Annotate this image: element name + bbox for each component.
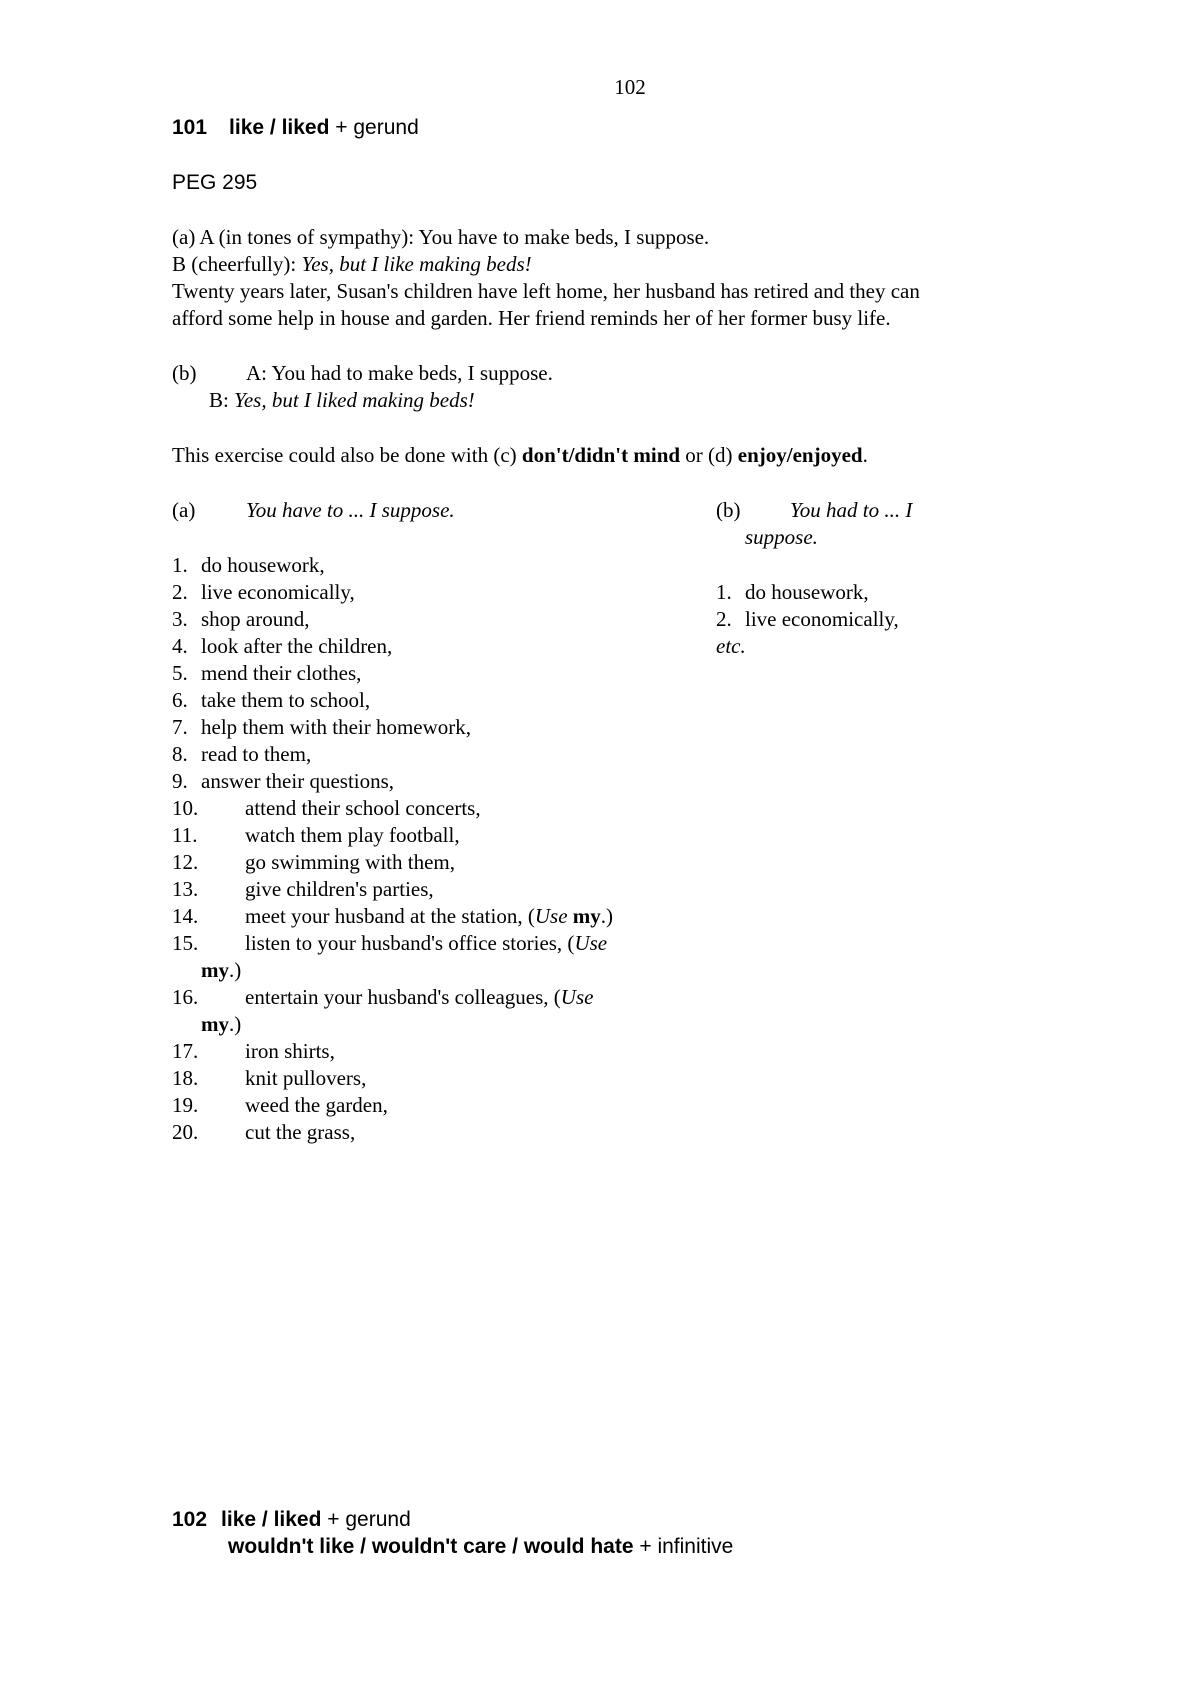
exercise-title: like / liked bbox=[229, 116, 330, 139]
exercise-101-heading bbox=[172, 114, 419, 141]
column-a-label: (a) bbox=[172, 498, 196, 522]
speaker-b-reply: Yes, but I liked making beds! bbox=[234, 388, 475, 412]
note-text: or (d) bbox=[680, 443, 738, 467]
list-item bbox=[172, 1038, 335, 1065]
use-hint: Use bbox=[560, 985, 594, 1009]
list-item bbox=[172, 876, 434, 903]
item-number: 1. bbox=[716, 580, 732, 604]
list-item-continuation bbox=[172, 1011, 241, 1038]
list-item bbox=[172, 930, 607, 957]
exercise-subtitle: wouldn't like / wouldn't care / would hate bbox=[228, 1535, 634, 1558]
item-number: 11. bbox=[172, 823, 198, 847]
list-item bbox=[172, 714, 471, 741]
item-number: 2. bbox=[172, 580, 188, 604]
item-text: take them to school, bbox=[201, 688, 371, 712]
item-text: entertain your husband's colleagues, ( bbox=[245, 985, 561, 1009]
list-item bbox=[172, 660, 361, 687]
item-number: 12. bbox=[172, 850, 199, 874]
speaker-b-reply: Yes, but I like making beds! bbox=[301, 252, 532, 276]
item-number: 4. bbox=[172, 634, 188, 658]
item-text: iron shirts, bbox=[245, 1039, 335, 1063]
item-text-end: .) bbox=[600, 904, 614, 928]
item-number: 8. bbox=[172, 742, 188, 766]
item-number: 3. bbox=[172, 607, 188, 631]
item-text: give children's parties, bbox=[245, 877, 434, 901]
item-text: shop around, bbox=[201, 607, 310, 631]
note-term-d: enjoy/enjoyed bbox=[737, 443, 863, 467]
peg-reference: PEG 295 bbox=[172, 171, 258, 194]
item-number: 6. bbox=[172, 688, 188, 712]
exercise-title: like / liked bbox=[221, 1508, 322, 1531]
exercise-title-suffix: + gerund bbox=[329, 116, 419, 139]
exercise-number: 101 bbox=[172, 116, 208, 139]
item-number: 15. bbox=[172, 931, 199, 955]
item-text: look after the children, bbox=[201, 634, 393, 658]
item-text: listen to your husband's office stories, ( bbox=[245, 931, 575, 955]
item-text: knit pullovers, bbox=[245, 1066, 367, 1090]
item-text: do housework, bbox=[745, 580, 869, 604]
use-hint: Use bbox=[574, 931, 608, 955]
item-number: 18. bbox=[172, 1066, 199, 1090]
item-text-end: .) bbox=[229, 1012, 242, 1036]
list-item bbox=[716, 579, 869, 606]
item-number: 13. bbox=[172, 877, 199, 901]
list-item bbox=[172, 741, 311, 768]
item-text: cut the grass, bbox=[245, 1120, 356, 1144]
note-term-c: don't/didn't mind bbox=[521, 443, 681, 467]
list-item bbox=[172, 903, 613, 930]
list-item bbox=[172, 1092, 388, 1119]
item-text: meet your husband at the station, ( bbox=[245, 904, 535, 928]
item-number: 14. bbox=[172, 904, 199, 928]
item-number: 16. bbox=[172, 985, 199, 1009]
item-number: 10. bbox=[172, 796, 199, 820]
speaker-b-label: B (cheerfully): bbox=[172, 252, 302, 276]
list-item bbox=[172, 768, 394, 795]
context-paragraph-line-1: Twenty years later, Susan's children have left home, her husband has retired and they can bbox=[172, 279, 920, 303]
item-text: answer their questions, bbox=[201, 769, 395, 793]
item-text: read to them, bbox=[201, 742, 312, 766]
column-b-prompt-line-2: suppose. bbox=[745, 525, 818, 549]
example-a-line-1: (a) A (in tones of sympathy): You have to make beds, I suppose. bbox=[172, 225, 710, 249]
column-b-label: (b) bbox=[716, 498, 741, 522]
item-text-end: .) bbox=[229, 958, 242, 982]
item-number: 1. bbox=[172, 553, 188, 577]
use-hint-word: my bbox=[201, 958, 229, 982]
page-number: 102 bbox=[614, 75, 646, 99]
example-b-label: (b) bbox=[172, 361, 197, 385]
item-number: 9. bbox=[172, 769, 188, 793]
item-text: help them with their homework, bbox=[201, 715, 472, 739]
note-text: This exercise could also be done with (c) bbox=[172, 443, 522, 467]
item-text: do housework, bbox=[201, 553, 325, 577]
note-text: . bbox=[862, 443, 868, 467]
list-item bbox=[172, 606, 310, 633]
list-item bbox=[172, 1119, 355, 1146]
list-item bbox=[172, 984, 593, 1011]
item-number: 20. bbox=[172, 1120, 199, 1144]
list-item-continuation bbox=[172, 957, 241, 984]
use-hint-word: my bbox=[567, 904, 601, 928]
list-item bbox=[172, 1065, 366, 1092]
list-item bbox=[172, 552, 325, 579]
etc-label: etc. bbox=[716, 634, 746, 658]
list-item bbox=[172, 849, 455, 876]
use-hint-word: my bbox=[201, 1012, 229, 1036]
item-number: 7. bbox=[172, 715, 188, 739]
exercise-number: 102 bbox=[172, 1508, 208, 1531]
use-hint: Use bbox=[534, 904, 568, 928]
exercise-subtitle-suffix: + infinitive bbox=[633, 1535, 734, 1558]
example-b-line-2 bbox=[209, 387, 475, 414]
item-text: live economically, bbox=[745, 607, 899, 631]
item-text: mend their clothes, bbox=[201, 661, 362, 685]
exercise-102-heading bbox=[172, 1506, 411, 1533]
item-number: 2. bbox=[716, 607, 732, 631]
item-text: attend their school concerts, bbox=[245, 796, 481, 820]
item-number: 19. bbox=[172, 1093, 199, 1117]
context-paragraph-line-2: afford some help in house and garden. Her friend reminds her of her former busy life. bbox=[172, 306, 891, 330]
exercise-title-suffix: + gerund bbox=[321, 1508, 411, 1531]
item-number: 5. bbox=[172, 661, 188, 685]
item-number: 17. bbox=[172, 1039, 199, 1063]
list-item bbox=[716, 606, 899, 633]
example-b-line-1: A: You had to make beds, I suppose. bbox=[246, 361, 553, 385]
list-item bbox=[172, 633, 392, 660]
example-a-line-2 bbox=[172, 251, 532, 278]
item-text: watch them play football, bbox=[245, 823, 460, 847]
exercise-note bbox=[172, 442, 868, 469]
list-item bbox=[172, 822, 460, 849]
exercise-102-subheading bbox=[228, 1533, 733, 1560]
item-text: weed the garden, bbox=[245, 1093, 388, 1117]
column-b-prompt-line-1: You had to ... I bbox=[790, 498, 913, 522]
speaker-b-label: B: bbox=[209, 388, 235, 412]
column-a-prompt: You have to ... I suppose. bbox=[246, 498, 455, 522]
item-text: go swimming with them, bbox=[245, 850, 455, 874]
list-item bbox=[172, 687, 370, 714]
item-text: live economically, bbox=[201, 580, 355, 604]
list-item bbox=[172, 795, 481, 822]
list-item bbox=[172, 579, 355, 606]
